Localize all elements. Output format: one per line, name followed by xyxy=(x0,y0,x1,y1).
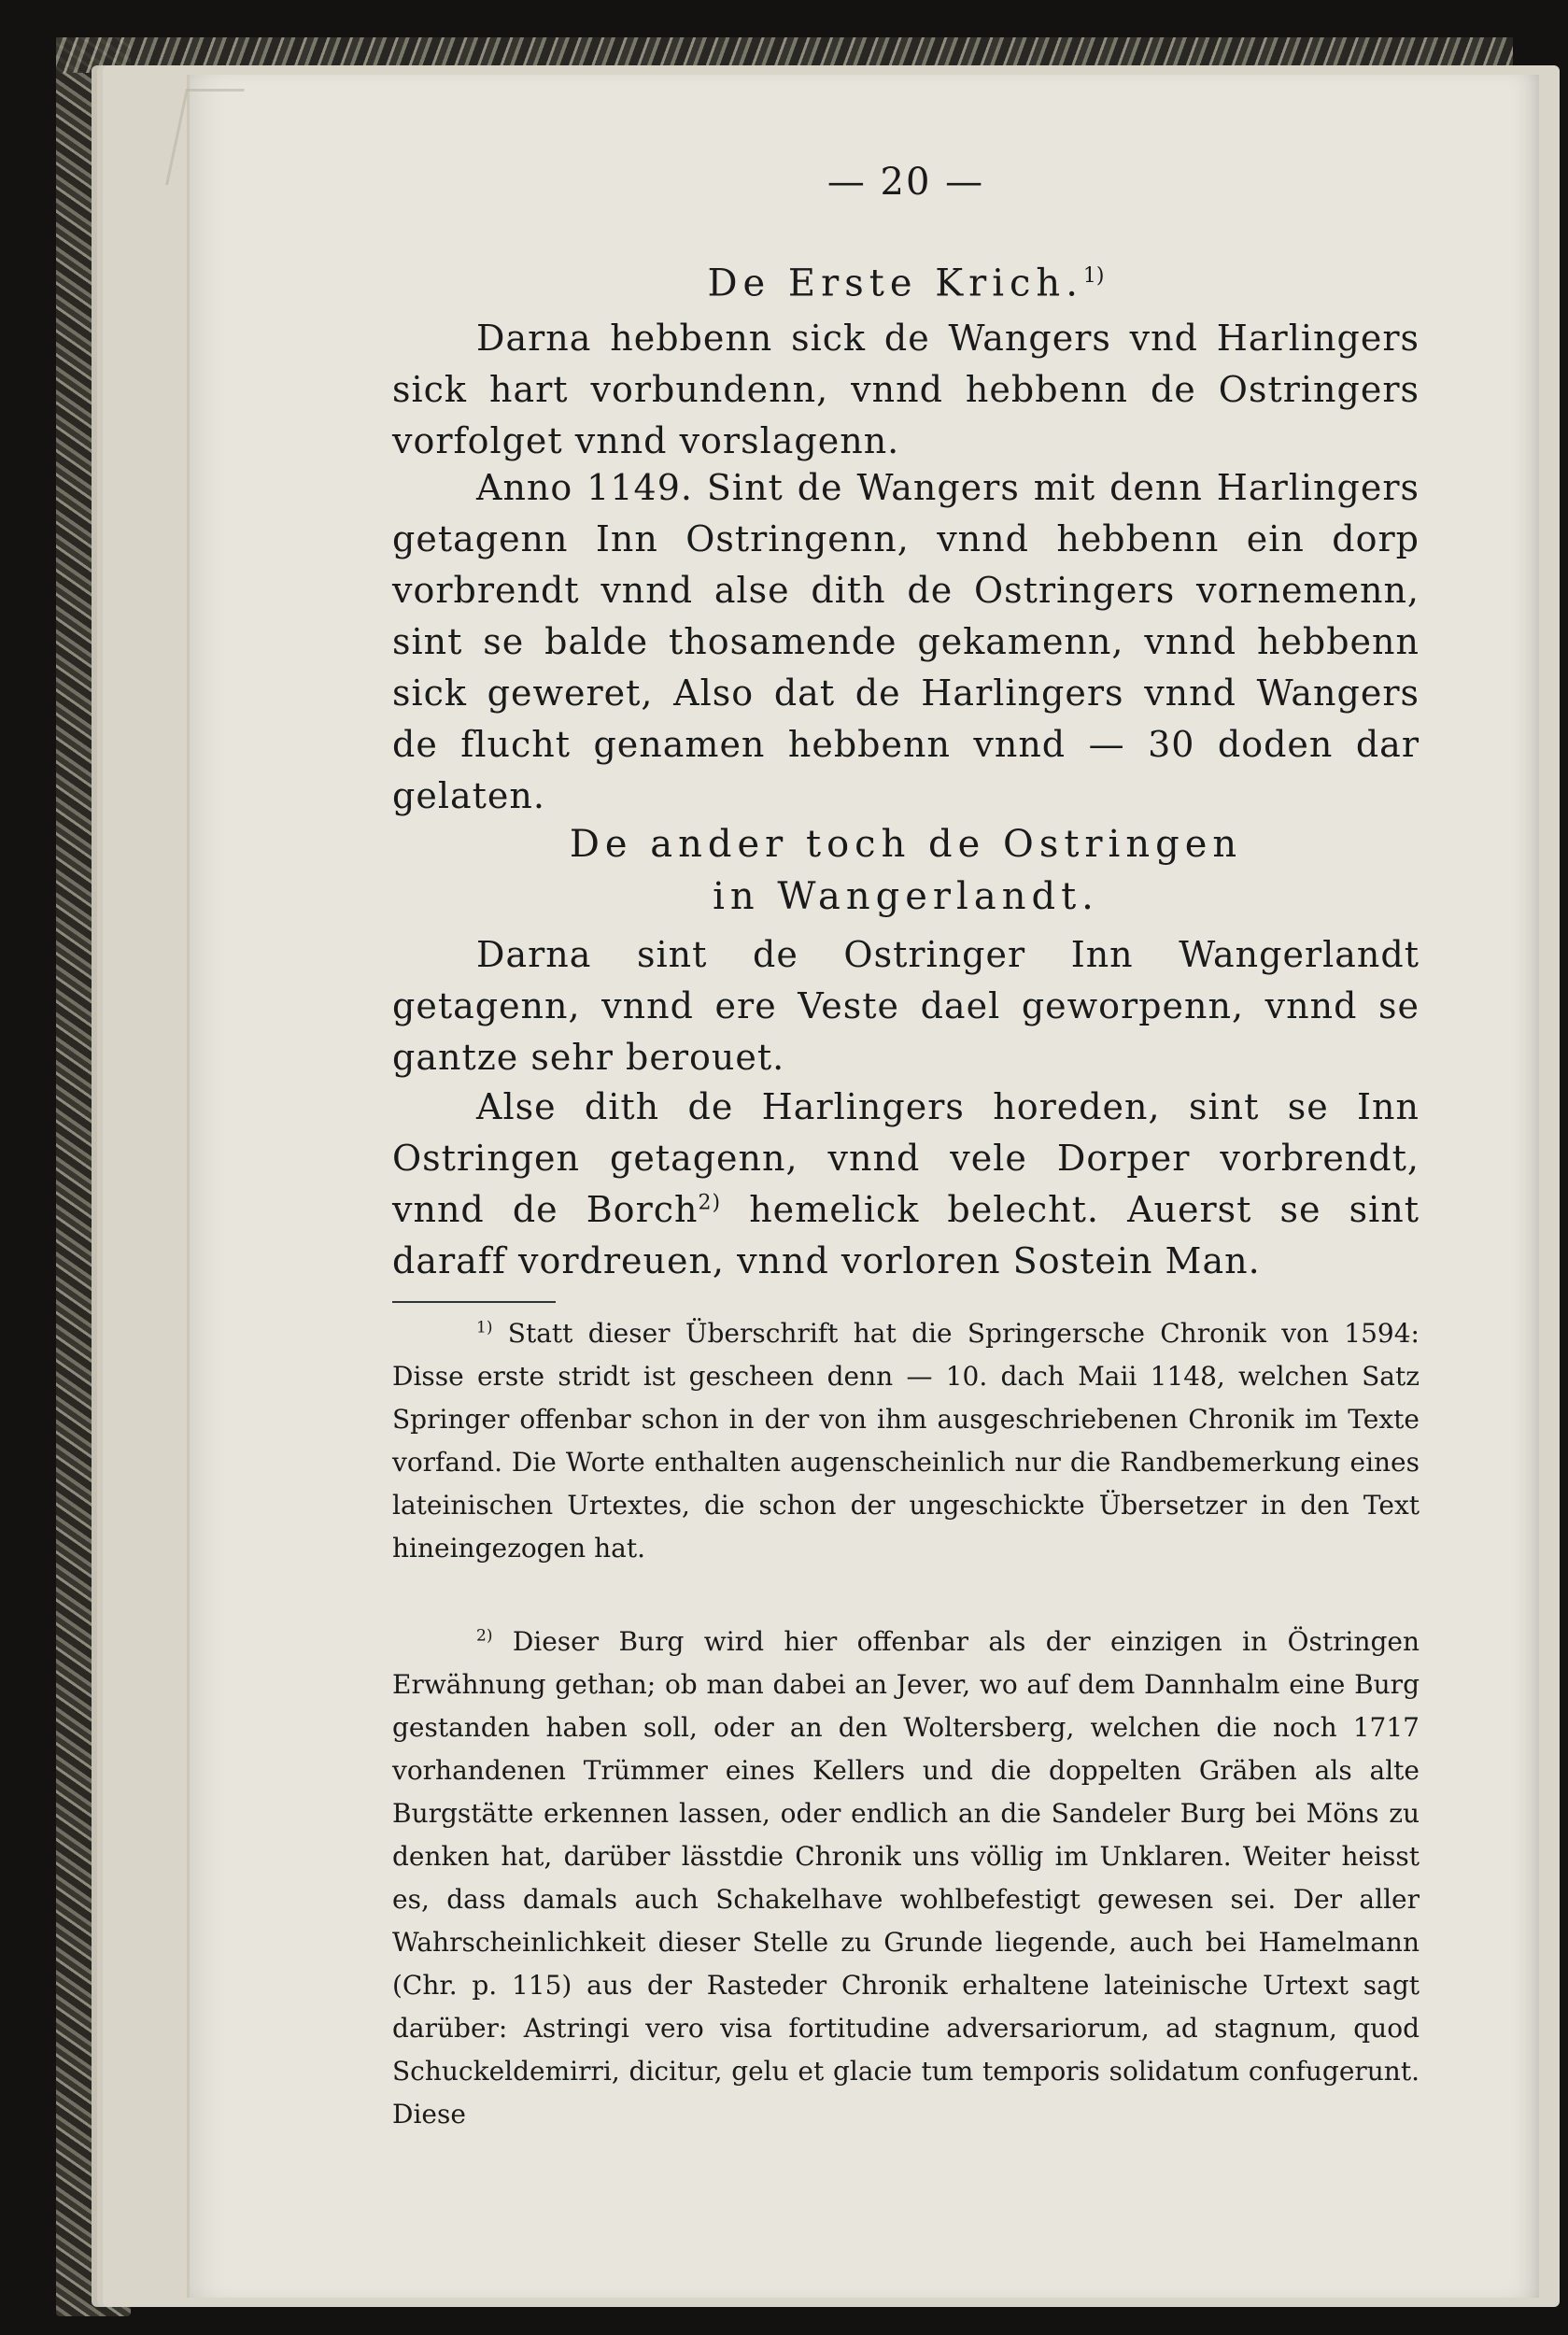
page-number: — 20 — xyxy=(826,161,985,204)
paragraph-text: hemelick belecht. Auerst se sint daraff vordreuen, vnnd vorloren Sostein Man. xyxy=(392,1189,1420,1281)
heading-text: De Erste Krich. xyxy=(707,262,1083,305)
paragraph-text: Alse dith de Harlingers horeden, sint se Inn Ostringen getagenn, vnnd vele Dorper vorbrendt, vnnd de Borch xyxy=(392,1086,1420,1230)
paragraph: Anno 1149. Sint de Wangers mit denn Harlingers getagenn Inn Ostringenn, vnnd hebbenn ein dorp vorbrendt vnnd alse dith de Ostringers vornemenn, sint se balde thosamende gekamenn, vnnd hebbenn sick geweret, Also dat de Harlingers vnnd Wangers de flucht genamen hebbenn vnnd — 30 doden dar gelaten. xyxy=(392,467,1420,816)
footnote-marker: 1) xyxy=(476,1318,493,1337)
paragraph xyxy=(392,1082,1420,1287)
footnote-marker: 2) xyxy=(476,1626,493,1646)
heading-line: De ander toch de Ostringen xyxy=(569,823,1243,866)
footnote-ref: 2) xyxy=(698,1191,722,1215)
section-heading-second-raid xyxy=(392,818,1420,923)
footnote-text: Dieser Burg wird hier offenbar als der einzigen in Östringen Erwähnung gethan; ob man dabei an Jever, wo auf dem Dannhalm eine Burg gestanden haben soll, oder an den Woltersberg, welchen die noch 1717 vorhandenen Trümmer eines Kellers und die doppelten Gräben als alte Burgstätte erkennen lassen, oder endlich an die Sandeler Burg bei Möns zu denken hat, darüber lässtdie Chronik uns völlig im Unklaren. Weiter heisst es, dass damals auch Schakelhave wohlbefestigt gewesen sei. Der aller Wahrscheinlichkeit dieser Stelle zu Grunde liegende, auch bei Hamelmann (Chr. p. 115) aus der Rasteder Chronik erhaltene lateinische Urtext sagt darüber: Astringi vero visa fortitudine adversariorum, ad stagnum, quod Schuckeldemirri, dicitur, gelu et glacie tum temporis solidatum confugerunt. Diese xyxy=(392,1626,1420,2130)
footnote-1 xyxy=(392,1312,1420,1570)
footnote-text: Statt dieser Überschrift hat die Springersche Chronik von 1594: Disse erste stridt ist gescheen denn — 10. dach Maii 1148, welchen Satz Springer offenbar schon in der von ihm ausgeschriebenen Chronik im Texte vorfand. Die Worte enthalten augenscheinlich nur die Randbemerkung eines lateinischen Urtextes, die schon der ungeschickte Übersetzer in den Text hineingezogen hat. xyxy=(392,1318,1420,1564)
section-heading-first-war xyxy=(392,250,1420,309)
paragraph: Darna hebbenn sick de Wangers vnd Harlingers sick hart vorbundenn, vnnd hebbenn de Ostringers vorfolget vnnd vorslagenn. xyxy=(392,318,1420,461)
footnote-2 xyxy=(392,1620,1420,2136)
footnote-ref: 1) xyxy=(1082,264,1105,288)
paragraph: Darna sint de Ostringer Inn Wangerlandt getagenn, vnnd ere Veste dael geworpenn, vnnd se gantze sehr berouet. xyxy=(392,934,1420,1078)
heading-line: in Wangerlandt. xyxy=(713,875,1099,918)
footnote-divider xyxy=(392,1301,556,1303)
